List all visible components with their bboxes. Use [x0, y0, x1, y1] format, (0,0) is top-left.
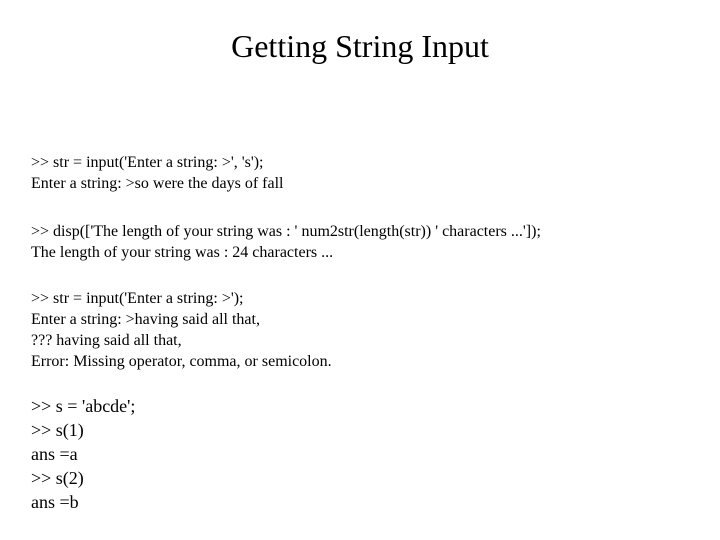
slide-title: Getting String Input — [231, 28, 489, 64]
output-line: Enter a string: >so were the days of fall — [31, 175, 284, 192]
code-block-input-with-s — [31, 152, 284, 194]
code-line: >> s(1) — [31, 420, 84, 440]
output-line: ans =a — [31, 444, 78, 464]
code-line: >> s = 'abcde'; — [31, 396, 136, 416]
code-block-input-error — [31, 288, 332, 372]
error-message-line: Error: Missing operator, comma, or semicolon. — [31, 353, 332, 370]
output-line: Enter a string: >having said all that, — [31, 311, 260, 328]
code-block-disp-length — [31, 221, 541, 263]
output-line: ans =b — [31, 492, 79, 512]
error-echo-line: ??? having said all that, — [31, 332, 182, 349]
code-line: >> s(2) — [31, 468, 84, 488]
code-line: >> str = input('Enter a string: >', 's'); — [31, 154, 264, 171]
output-line: The length of your string was : 24 characters ... — [31, 244, 334, 261]
code-line: >> str = input('Enter a string: >'); — [31, 290, 244, 307]
code-block-string-indexing — [31, 394, 135, 514]
code-line: >> disp(['The length of your string was : ' num2str(length(str)) ' characters ...']); — [31, 223, 541, 240]
